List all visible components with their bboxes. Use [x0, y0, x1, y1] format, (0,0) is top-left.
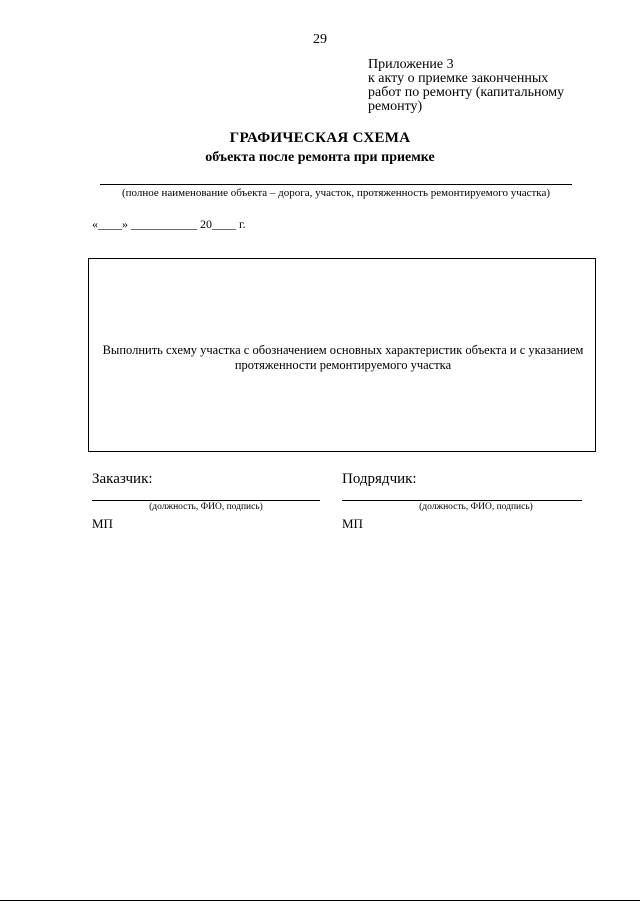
customer-signature-caption: (должность, ФИО, подпись) — [149, 502, 263, 512]
page-number: 29 — [313, 32, 327, 47]
scheme-instruction-line-2: протяженности ремонтируемого участка — [234, 358, 452, 372]
scheme-instruction — [90, 343, 596, 373]
appendix-note — [368, 58, 628, 114]
object-name-line — [100, 184, 572, 185]
date-line: «____» ___________ 20____ г. — [92, 217, 246, 231]
appendix-line-1: Приложение 3 — [368, 57, 454, 72]
appendix-line-3: работ по ремонту (капитальному — [368, 85, 565, 100]
object-name-caption: (полное наименование объекта – дорога, участок, протяженность ремонтируемого участка) — [121, 187, 551, 199]
contractor-label: Подрядчик: — [342, 471, 417, 487]
contractor-signature-line — [342, 500, 582, 501]
contractor-signature-caption: (должность, ФИО, подпись) — [419, 502, 533, 512]
appendix-line-2: к акту о приемке законченных — [368, 71, 549, 86]
appendix-line-4: ремонту) — [368, 99, 423, 114]
document-subtitle: объекта после ремонта при приемке — [205, 150, 435, 165]
scheme-instruction-line-1: Выполнить схему участка с обозначением основных характеристик объекта и с указанием — [102, 343, 584, 357]
customer-signature-line — [92, 500, 320, 501]
page-bottom-rule — [0, 900, 640, 901]
document-title: ГРАФИЧЕСКАЯ СХЕМА — [229, 130, 411, 146]
customer-label: Заказчик: — [92, 471, 153, 487]
contractor-stamp: МП — [342, 516, 363, 531]
customer-stamp: МП — [92, 516, 113, 531]
